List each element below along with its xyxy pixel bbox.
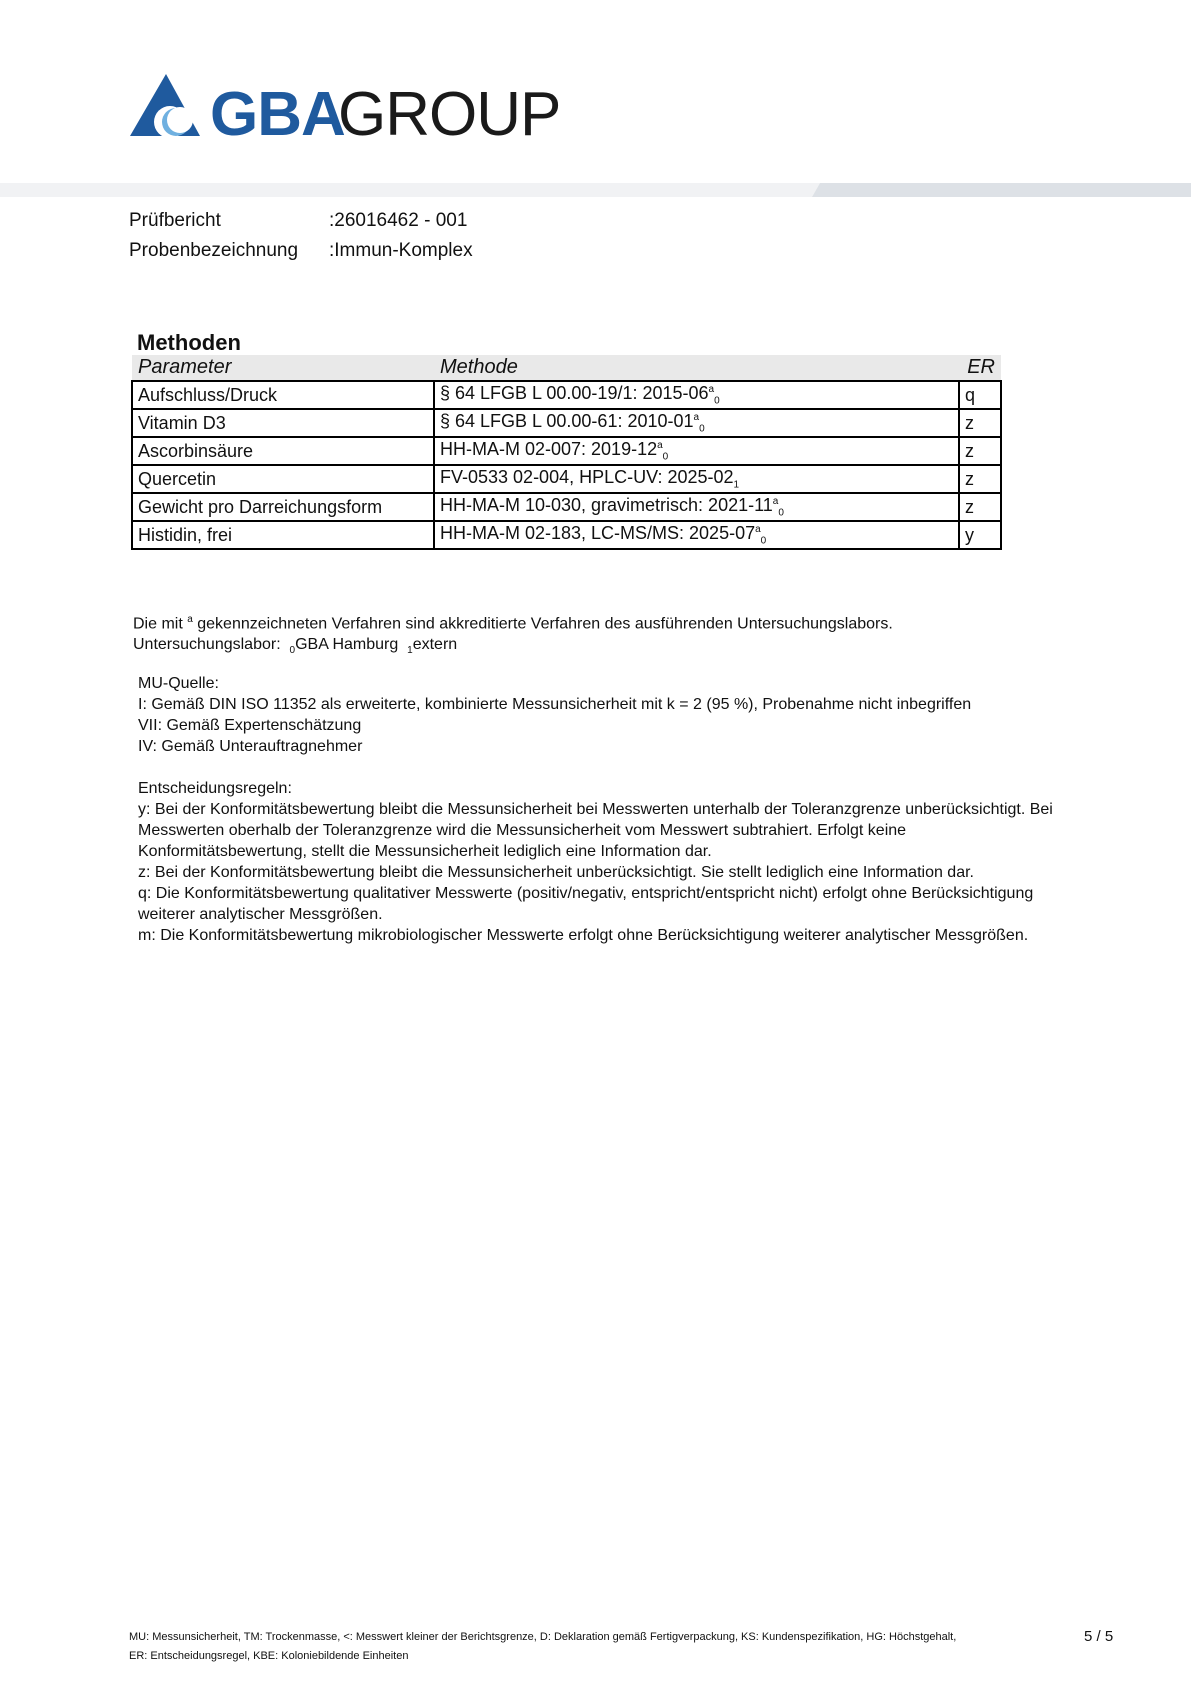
report-number-label: Prüfbericht xyxy=(129,210,221,231)
er-cell: z xyxy=(959,465,1001,493)
accreditation-notes xyxy=(133,609,1093,662)
er-cell: z xyxy=(959,437,1001,465)
accredited-mark: a xyxy=(755,524,761,536)
accredited-mark: a xyxy=(657,440,663,452)
mu-source-section xyxy=(138,673,1098,757)
mu-source-title: MU-Quelle: xyxy=(138,675,219,692)
decision-rule-line: q: Die Konformitätsbewertung qualitativer Messwerte (positiv/negativ, entspricht/entspricht nicht) erfolgt ohne Berücksichtigung xyxy=(138,885,1034,902)
mu-source-line: I: Gemäß DIN ISO 11352 als erweiterte, kombinierte Messunsicherheit mit k = 2 (95 %), Probenahme nicht inbegriffen xyxy=(138,696,972,713)
lab-index: 0 xyxy=(699,423,705,435)
sample-name-label: Probenbezeichnung xyxy=(129,240,299,261)
decision-rule-line: m: Die Konformitätsbewertung mikrobiologischer Messwerte erfolgt ohne Berücksichtigung weiterer analytischer Messgrößen. xyxy=(138,927,1029,944)
gba-group-logo xyxy=(130,74,560,146)
footer-line: MU: Messunsicherheit, TM: Trockenmasse, <: Messwert kleiner der Berichtsgrenze, D: Deklaration gemäß Fertigverpackung, KS: Kundenspezifikation, HG: Höchstgehalt, xyxy=(129,1631,957,1643)
decision-rules-title: Entscheidungsregeln: xyxy=(138,780,292,797)
methods-table xyxy=(131,355,1002,550)
er-cell: q xyxy=(959,381,1001,409)
parameter-cell: Histidin, frei xyxy=(132,521,434,549)
lab-index: 0 xyxy=(662,451,669,463)
decision-rule-line: y: Bei der Konformitätsbewertung bleibt die Messunsicherheit bei Messwerten unterhalb der Toleranzgrenze unberücksichtigt. Bei xyxy=(138,801,1053,818)
lab-legend: Untersuchungslabor: $_0$GBA Hamburg $_1$extern xyxy=(133,636,458,657)
decision-rule-line: Messwerten oberhalb der Toleranzgrenze wird die Messunsicherheit vom Messwert subtrahiert. Erfolgt keine xyxy=(138,822,907,839)
method-cell: HH-MA-M 02-007: $2019-12^a_0$ xyxy=(434,437,959,465)
er-cell: y xyxy=(959,521,1001,549)
accredited-mark: a xyxy=(708,384,715,396)
accredited-mark: a xyxy=(693,412,700,424)
method-cell: HH-MA-M 02-183, LC-MS/MS: $2025-07^a_0$ xyxy=(434,521,959,549)
header-band xyxy=(0,183,1191,197)
logo-text-group: GROUP xyxy=(338,80,560,146)
logo-text-gba: GBA xyxy=(210,80,345,146)
methods-header-row xyxy=(132,355,1001,381)
table-row xyxy=(132,465,1001,493)
table-row xyxy=(132,493,1001,521)
sample-name-row xyxy=(129,240,729,264)
method-cell: § 64 LFGB L 00.00-19/1: $2015-06^a_0$ xyxy=(434,381,959,409)
method-cell: FV-0533 02-004, HPLC-UV: $2025-02_1$ xyxy=(434,465,959,493)
method-cell: § 64 LFGB L 00.00-61: $2010-01^a_0$ xyxy=(434,409,959,437)
parameter-cell: Quercetin xyxy=(132,465,434,493)
lab-index: 0 xyxy=(760,535,767,547)
sample-name-value: :Immun-Komplex xyxy=(329,240,473,261)
column-header-parameter: Parameter xyxy=(132,355,434,381)
decision-rules-section xyxy=(138,778,1083,946)
lab-index: 0 xyxy=(714,395,720,407)
parameter-cell: Vitamin D3 xyxy=(132,409,434,437)
methods-title: Methoden xyxy=(137,330,241,355)
mu-source-line: IV: Gemäß Unterauftragnehmer xyxy=(138,738,363,755)
table-row xyxy=(132,381,1001,409)
mu-source-line: VII: Gemäß Expertenschätzung xyxy=(138,717,362,734)
page-number: 5 / 5 xyxy=(1084,1628,1114,1645)
footer-abbreviations xyxy=(129,1628,1029,1666)
er-cell: z xyxy=(959,493,1001,521)
table-row xyxy=(132,437,1001,465)
decision-rule-line: Konformitätsbewertung, stellt die Messunsicherheit lediglich eine Information dar. xyxy=(138,843,712,860)
footer-line: ER: Entscheidungsregel, KBE: Koloniebildende Einheiten xyxy=(129,1650,409,1662)
parameter-cell: Aufschluss/Druck xyxy=(132,381,434,409)
report-number-row xyxy=(129,210,729,234)
parameter-cell: Ascorbinsäure xyxy=(132,437,434,465)
column-header-method: Methode xyxy=(434,355,959,381)
parameter-cell: Gewicht pro Darreichungsform xyxy=(132,493,434,521)
er-cell: z xyxy=(959,409,1001,437)
table-row xyxy=(132,521,1001,549)
decision-rule-line: z: Bei der Konformitätsbewertung bleibt die Messunsicherheit unberücksichtigt. Sie stellt lediglich eine Information dar. xyxy=(138,864,974,881)
method-cell: HH-MA-M 10-030, gravimetrisch: $2021-11^a_0$ xyxy=(434,493,959,521)
table-row xyxy=(132,409,1001,437)
lab-index: 1 xyxy=(733,479,740,491)
column-header-er: ER xyxy=(959,355,1001,381)
logo-graphic xyxy=(130,74,560,146)
decision-rule-line: weiterer analytischer Messgrößen. xyxy=(138,906,383,923)
lab-index: 0 xyxy=(778,507,784,519)
report-number-value: :26016462 - 001 xyxy=(329,210,468,231)
accreditation-note: Die mit $^a$ gekennzeichneten Verfahren sind akkreditierte Verfahren des ausführenden Untersuchungslabors. xyxy=(133,614,893,633)
accredited-mark: a xyxy=(772,496,779,508)
